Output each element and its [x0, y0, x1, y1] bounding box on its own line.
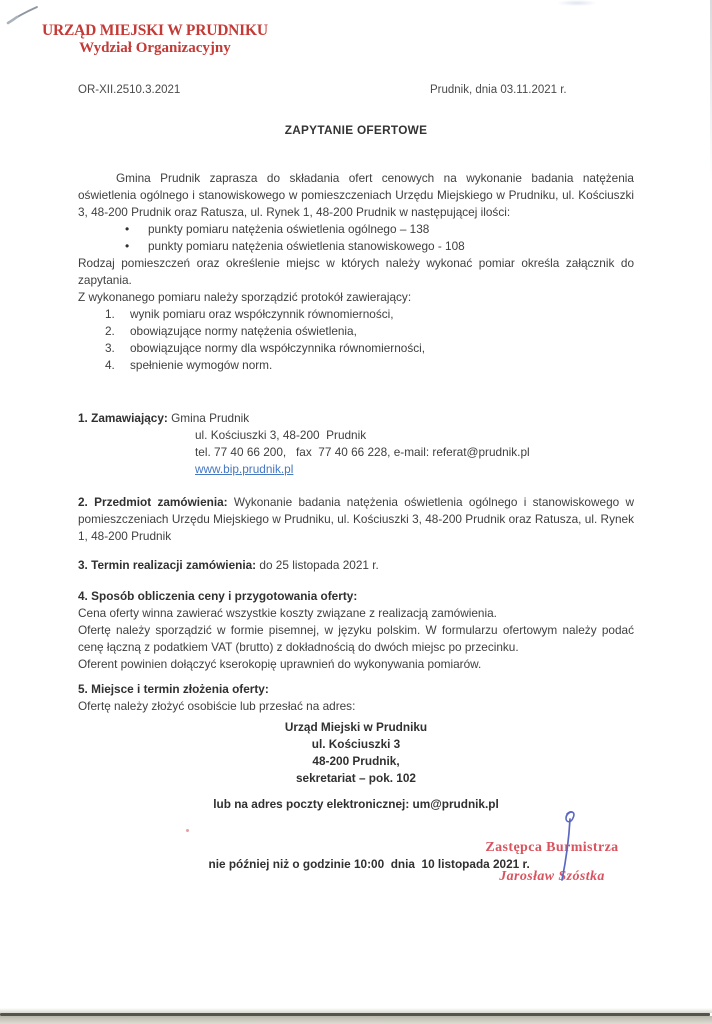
bullet-text: punkty pomiaru natężenia oświetlenia ogólnego – 138 — [148, 222, 430, 236]
bullet-icon: • — [125, 222, 130, 236]
list-number: 2. — [105, 324, 115, 338]
list-item — [78, 357, 634, 374]
list-item — [78, 340, 634, 357]
protocol-intro: Z wykonanego pomiaru należy sporządzić protokół zawierający: — [78, 290, 412, 304]
list-item-text: wynik pomiaru oraz współczynnik równomierności, — [130, 307, 394, 321]
section-przedmiot — [78, 494, 634, 545]
section-label: 5. Miejsce i termin złożenia oferty: — [78, 682, 269, 696]
address-line: Urząd Miejski w Prudniku — [284, 720, 428, 734]
list-item-text: obowiązujące normy natężenia oświetlenia, — [130, 324, 357, 338]
deadline-text: nie później niż o godzinie 10:00 dnia 10 listopada 2021 r. — [208, 857, 530, 871]
buyer-name: Gmina Prudnik — [171, 411, 250, 425]
section-text: Wykonanie badania natężenia oświetlenia ogólnego i stanowiskowego w pomieszczeniach Urzędu Miejskiego w Prudniku, ul. Kościuszki 3, 48-200 Prudnik oraz Ratusza, ul. Rynek 1, 48-200 Prudnik — [78, 495, 635, 543]
address-line: 48-200 Prudnik, — [312, 754, 400, 768]
email-submission-line: lub na adres poczty elektronicznej: um@prudnik.pl — [213, 797, 499, 811]
address-line: sekretariat – pok. 102 — [295, 771, 416, 785]
bip-website-link[interactable]: www.bip.prudnik.pl — [195, 462, 294, 476]
pen-checkmark-icon — [5, 3, 43, 27]
bullet-text: punkty pomiaru natężenia oświetlenia stanowiskowego - 108 — [148, 239, 465, 253]
section-text: do 25 listopada 2021 r. — [259, 558, 379, 572]
scan-smudge — [558, 0, 596, 6]
scan-bottom-edge — [0, 1008, 712, 1024]
buyer-address: ul. Kościuszki 3, 48-200 Prudnik — [195, 428, 367, 442]
reference-number: OR-XII.2510.3.2021 — [78, 84, 181, 96]
department-name: Wydział Organizacyjny — [79, 40, 231, 57]
bullet-icon: • — [125, 239, 130, 253]
place-and-date: Prudnik, dnia 03.11.2021 r. — [430, 84, 567, 96]
list-item-text: obowiązujące normy dla współczynnika równomierności, — [130, 341, 426, 355]
pen-signature-icon — [548, 806, 588, 896]
section-termin — [78, 557, 634, 574]
list-number: 1. — [105, 307, 115, 321]
section-label: 3. Termin realizacji zamówienia: — [78, 558, 257, 572]
list-item — [78, 221, 634, 238]
section-intro: Ofertę należy złożyć osobiście lub przesłać na adres: — [78, 699, 356, 713]
scan-speck — [186, 829, 189, 832]
section-sposob-obliczenia — [78, 588, 634, 673]
section-zamawiajacy — [78, 410, 634, 478]
document-body — [78, 170, 634, 890]
address-line: ul. Kościuszki 3 — [311, 737, 401, 751]
buyer-contact: tel. 77 40 66 200, fax 77 40 66 228, e-mail: referat@prudnik.pl — [195, 445, 530, 459]
section-line: Oferent powinien dołączyć kserokopię uprawnień do wykonywania pomiarów. — [78, 657, 482, 671]
section-line: Cena oferty winna zawierać wszystkie koszty związane z realizacją zamówienia. — [78, 606, 497, 620]
list-item-text: spełnienie wymogów norm. — [130, 358, 273, 372]
organization-name: URZĄD MIEJSKI W PRUDNIKU — [42, 22, 268, 39]
document-title: ZAPYTANIE OFERTOWE — [284, 123, 428, 137]
section-label: 2. Przedmiot zamówienia: — [78, 495, 228, 509]
section-line: Ofertę należy sporządzić w formie pisemnej, w języku polskim. W formularzu ofertowym należy podać cenę łączną z podatkiem VAT (brutto) z dokładnością do dwóch miejsc po przecinku. — [78, 623, 634, 654]
list-number: 3. — [105, 341, 115, 355]
signer-name: Jarosław Szóstka — [499, 869, 605, 884]
list-number: 4. — [105, 358, 115, 372]
after-bullets-paragraph: Rodzaj pomieszczeń oraz określenie miejsc w których należy wykonać pomiar określa załącznik do zapytania. — [78, 256, 634, 287]
list-item — [78, 238, 634, 255]
intro-paragraph: Gmina Prudnik zaprasza do składania ofert cenowych na wykonanie badania natężenia oświetlenia ogólnego i stanowiskowego w pomieszczeniach Urzędu Miejskiego w Prudniku, ul. Kościuszki 3, 48-200 Prudnik oraz Ratusza, ul. Rynek 1, 48-200 Prudnik w następującej ilości: — [78, 171, 634, 219]
letterhead-stamp — [42, 22, 268, 58]
signer-role: Zastępca Burmistrza — [485, 840, 619, 855]
list-item — [78, 323, 634, 340]
measurement-points-list — [78, 221, 634, 255]
section-label: 4. Sposób obliczenia ceny i przygotowania oferty: — [78, 589, 358, 603]
submission-address-block — [78, 719, 634, 787]
section-label: 1. Zamawiający: — [78, 411, 168, 425]
protocol-requirements-list — [78, 306, 634, 374]
list-item — [78, 306, 634, 323]
